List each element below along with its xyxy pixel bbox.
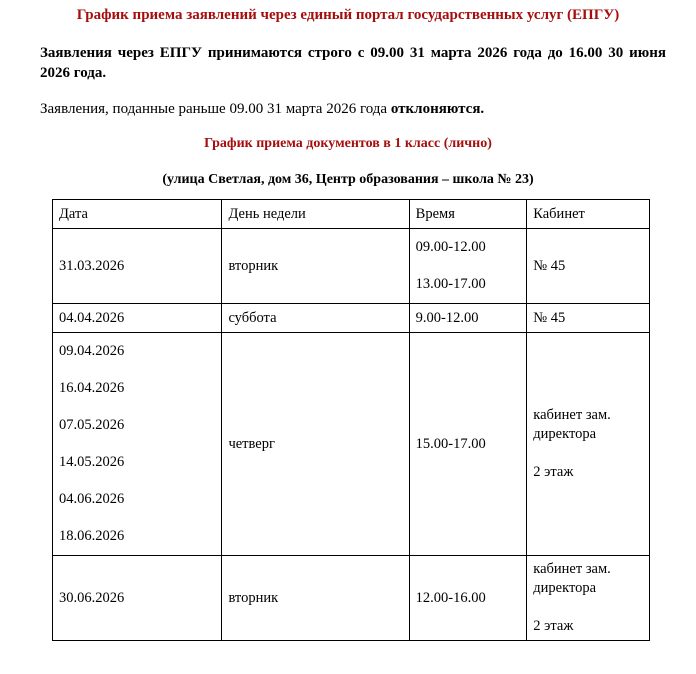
schedule-table — [52, 199, 650, 641]
room-line: кабинет зам. — [533, 407, 611, 423]
cell-time: 12.00-16.00 — [409, 556, 527, 641]
table-row — [53, 229, 650, 304]
rejection-note-text: Заявления, поданные раньше 09.00 31 марта 2026 года — [40, 101, 391, 117]
cell-date: 31.03.2026 — [53, 229, 222, 304]
header-room: Кабинет — [527, 200, 650, 229]
date-item: 09.04.2026 — [59, 343, 125, 359]
table-header-row — [53, 200, 650, 229]
page-title: График приема заявлений через единый портал государственных услуг (ЕПГУ) — [76, 7, 620, 23]
cell-date-list — [53, 333, 222, 556]
cell-weekday: суббота — [222, 304, 409, 333]
cell-date: 30.06.2026 — [53, 556, 222, 641]
cell-room: № 45 — [527, 304, 650, 333]
room-spacer — [533, 444, 643, 463]
time-slot: 13.00-17.00 — [415, 276, 486, 292]
school-address: (улица Светлая, дом 36, Центр образования – школа № 23) — [162, 172, 534, 187]
cell-time: 15.00-17.00 — [409, 333, 527, 556]
epgu-notice: Заявления через ЕПГУ принимаются строго с 09.00 31 марта 2026 года до 16.00 30 июня 2026 года. — [40, 45, 666, 81]
table-row — [53, 556, 650, 641]
cell-weekday: вторник — [222, 556, 409, 641]
cell-time — [409, 229, 527, 304]
cell-weekday: четверг — [222, 333, 409, 556]
header-date: Дата — [53, 200, 222, 229]
table-row — [53, 333, 650, 556]
cell-date: 04.04.2026 — [53, 304, 222, 333]
room-line: 2 этаж — [533, 618, 574, 634]
date-item: 14.05.2026 — [59, 454, 125, 470]
table-row — [53, 304, 650, 333]
room-line: директора — [533, 426, 597, 442]
date-item: 04.06.2026 — [59, 491, 125, 507]
rejection-note — [40, 99, 666, 119]
date-item: 16.04.2026 — [59, 380, 125, 396]
header-weekday: День недели — [222, 200, 409, 229]
room-line: директора — [533, 580, 597, 596]
cell-room — [527, 333, 650, 556]
room-line: 2 этаж — [533, 464, 574, 480]
header-time: Время — [409, 200, 527, 229]
date-item: 18.06.2026 — [59, 528, 125, 544]
cell-room — [527, 556, 650, 641]
cell-weekday: вторник — [222, 229, 409, 304]
room-spacer — [533, 598, 643, 617]
date-item: 07.05.2026 — [59, 417, 125, 433]
time-slot: 09.00-12.00 — [415, 239, 486, 255]
room-line: кабинет зам. — [533, 561, 611, 577]
rejection-note-emphasis: отклоняются. — [390, 101, 485, 117]
cell-room: № 45 — [527, 229, 650, 304]
cell-time: 9.00-12.00 — [409, 304, 527, 333]
schedule-subtitle: График приема документов в 1 класс (лично) — [204, 136, 492, 151]
